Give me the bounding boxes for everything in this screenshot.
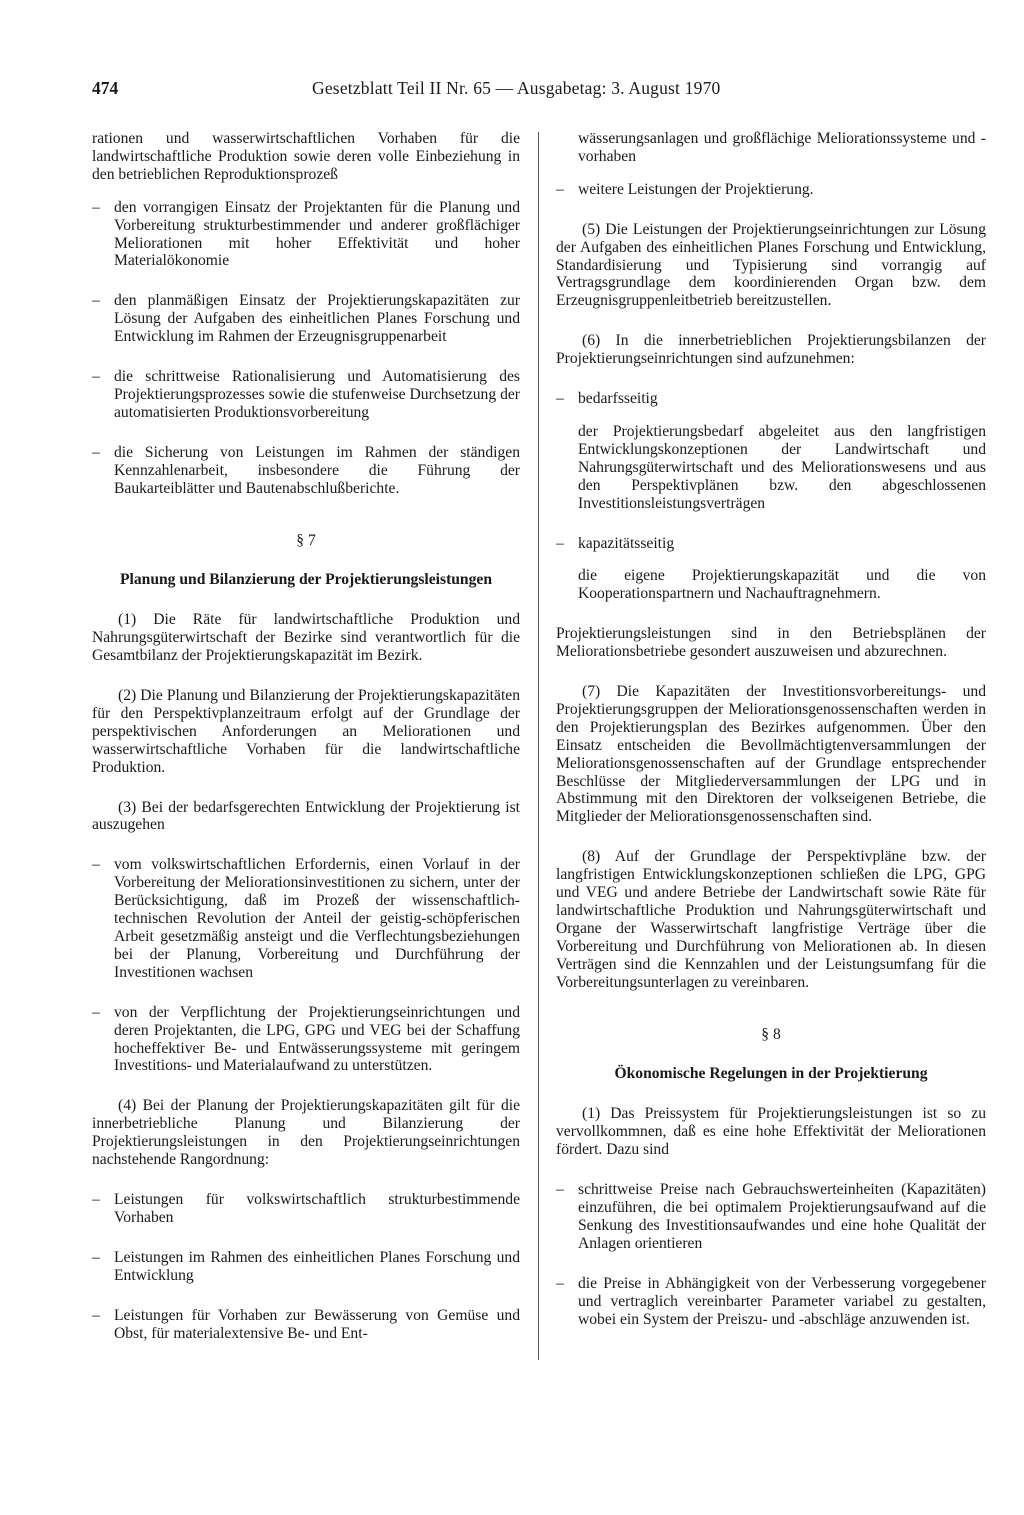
list-item: – die schrittweise Rationalisierung und Automatisierung des Projektierungsprozesses sowie die stufenweise Durchsetzung der automatisierten Produktionsvorbereitung xyxy=(92,368,520,422)
list-item: – Leistungen für volkswirtschaftlich strukturbestimmende Vorhaben xyxy=(92,1191,520,1227)
list-item: – Leistungen im Rahmen des einheitlichen Planes Forschung und Entwicklung xyxy=(92,1249,520,1285)
section-title: Ökonomische Regelungen in der Projektierung xyxy=(614,1065,928,1083)
paragraph: (3) Bei der bedarfsgerechten Entwicklung der Projektierung ist auszugehen xyxy=(92,798,520,834)
continued-text: wässerungsanlagen und großflächige Meliorationssysteme und -vorhaben xyxy=(578,130,986,165)
paragraph: Projektierungsleistungen sind in den Betriebsplänen der Meliorationsbetriebe gesondert auszuweisen und abzurechnen. xyxy=(556,625,986,661)
paragraph: (8) Auf der Grundlage der Perspektivpläne bzw. der langfristigen Entwicklungskonzeptionen schließen die LPG, GPG und VEG und andere Betriebe der Landwirtschaft sowie Räte für landwirtschaftliche Produktion und Nahrungsgüterwirtschaft und Organe der Wasserwirtschaft langfristige Verträge über die Vorbereitung und Durchführung von Meliorationen ab. In diesen Verträgen sind die Kennzahlen und der Leistungsumfang für die Vorbereitungsunterlagen zu vereinbaren. xyxy=(556,848,986,991)
left-column xyxy=(92,130,520,1342)
paragraph: (1) Das Preissystem für Projektierungsleistungen ist so zu vervollkommnen, daß es eine hohe Effektivität der Meliorationen fördert. Dazu sind xyxy=(556,1105,986,1159)
paragraph: (6) In die innerbetrieblichen Projektierungsbilanzen der Projektierungseinrichtungen sind aufzunehmen: xyxy=(556,332,986,368)
list-item: – den planmäßigen Einsatz der Projektierungskapazitäten zur Lösung der Aufgaben des einheitlichen Planes Forschung und Entwicklung im Rahmen der Erzeugnisgruppenarbeit xyxy=(92,292,520,346)
paragraph: (4) Bei der Planung der Projektierungskapazitäten gilt für die innerbetriebliche Planung und Bilanzierung der Projektierungsleistungen in den Projektierungseinrichtungen nachstehende Rangordnung: xyxy=(92,1097,520,1169)
list-item: – die Preise in Abhängigkeit von der Verbesserung vorgegebener und vertraglich vereinbarter Parameter variabel zu gestalten, wobei ein System der Preiszu- und -abschläge anzuwenden ist. xyxy=(556,1275,986,1329)
list-item-text: die eigene Projektierungskapazität und die von Kooperationspartnern und Nachauftragnehmern. xyxy=(578,567,986,603)
list-item: – von der Verpflichtung der Projektierungseinrichtungen und deren Projektanten, die LPG, GPG und VEG bei der Schaffung hocheffektiver Be- und Entwässerungssysteme mit geringem Investitions- und Materialaufwand zu unterstützen. xyxy=(92,1004,520,1076)
paragraph: (7) Die Kapazitäten der Investitionsvorbereitungs- und Projektierungsgruppen der Meliorationsgenossenschaften werden in den Projektierungsplan des Bezirkes aufgenommen. Über den Einsatz entscheiden die Bevollmächtigtenversammlungen der Meliorationsgenossenschaften auf der Grundlage entsprechender Beschlüsse der Mitgliederversammlungen der LPG und in Abstimmung mit den Direktoren der volkseigenen Betriebe, die Mitglieder der Meliorationsgenossenschaften sind. xyxy=(556,683,986,826)
list-item: – vom volkswirtschaftlichen Erfordernis, einen Vorlauf in der Vorbereitung der Meliorationsinvestitionen zu sichern, unter der Berücksichtigung, daß im Prozeß der wissenschaftlich-technischen Revolution der Anteil der geistig-schöpferischen Arbeit gesetzmäßig ansteigt und die Verflechtungsbeziehungen bei der Planung, Vorbereitung und Durchführung der Investitionen wachsen xyxy=(92,856,520,981)
paragraph: (5) Die Leistungen der Projektierungseinrichtungen zur Lösung der Aufgaben des einheitlichen Planes Forschung und Entwicklung, Standardisierung und Typisierung sind vorrangig auf Vertragsgrundlage dem koordinierenden Organ bzw. dem Erzeugnisgruppenleitbetrieb bereitzustellen. xyxy=(556,220,986,310)
section-title: Planung und Bilanzierung der Projektierungsleistungen xyxy=(120,571,492,589)
paragraph: (1) Die Räte für landwirtschaftliche Produktion und Nahrungsgüterwirtschaft der Bezirke sind verantwortlich für die Gesamtbilanz der Projektierungskapazität im Bezirk. xyxy=(92,611,520,665)
section-number: § 7 xyxy=(296,531,316,549)
page-header xyxy=(92,78,930,102)
list-item: – Leistungen für Vorhaben zur Bewässerung von Gemüse und Obst, für materialextensive Be- und Ent- xyxy=(92,1307,520,1343)
paragraph: (2) Die Planung und Bilanzierung der Projektierungskapazitäten für den Perspektivplanzeitraum erfolgt auf der Grundlage der perspektivischen Anforderungen an Meliorationen und wasserwirtschaftliche Vorhaben für die landwirtschaftliche Produktion. xyxy=(92,687,520,776)
column-divider xyxy=(538,132,539,1360)
list-item-text: der Projektierungsbedarf abgeleitet aus den langfristigen Entwicklungskonzeptionen der Landwirtschaft und Nahrungsgüterwirtschaft und des Meliorationswesens und aus den Perspektivplänen bzw. den abgeschlossenen Investitionsleistungsverträgen xyxy=(578,422,986,512)
list-item-label: – kapazitätsseitig xyxy=(556,535,986,553)
page-number: 474 xyxy=(92,78,119,98)
list-item-label: – bedarfsseitig xyxy=(556,390,986,408)
right-column xyxy=(556,130,986,1328)
continued-text: rationen und wasserwirtschaftlichen Vorhaben für die landwirtschaftliche Produktion sowie deren volle Einbeziehung in den betrieblichen Reproduktionsprozeß xyxy=(92,130,520,183)
list-item: – den vorrangigen Einsatz der Projektanten für die Planung und Vorbereitung strukturbestimmender und anderer großflächiger Meliorationen mit hoher Effektivität und hoher Materialökonomie xyxy=(92,199,520,271)
list-item: – schrittweise Preise nach Gebrauchswerteinheiten (Kapazitäten) einzuführen, die bei optimalem Projektierungsaufwand auf die Senkung des Investitionsaufwandes und eine hohe Qualität der Anlagen orientieren xyxy=(556,1181,986,1253)
section-number: § 8 xyxy=(761,1025,781,1043)
running-head: Gesetzblatt Teil II Nr. 65 — Ausgabetag: 3. August 1970 xyxy=(312,78,721,98)
list-item: – die Sicherung von Leistungen im Rahmen der ständigen Kennzahlenarbeit, insbesondere die Führung der Baukarteiblätter und Bautenabschlußberichte. xyxy=(92,444,520,498)
list-item: – weitere Leistungen der Projektierung. xyxy=(556,181,986,199)
